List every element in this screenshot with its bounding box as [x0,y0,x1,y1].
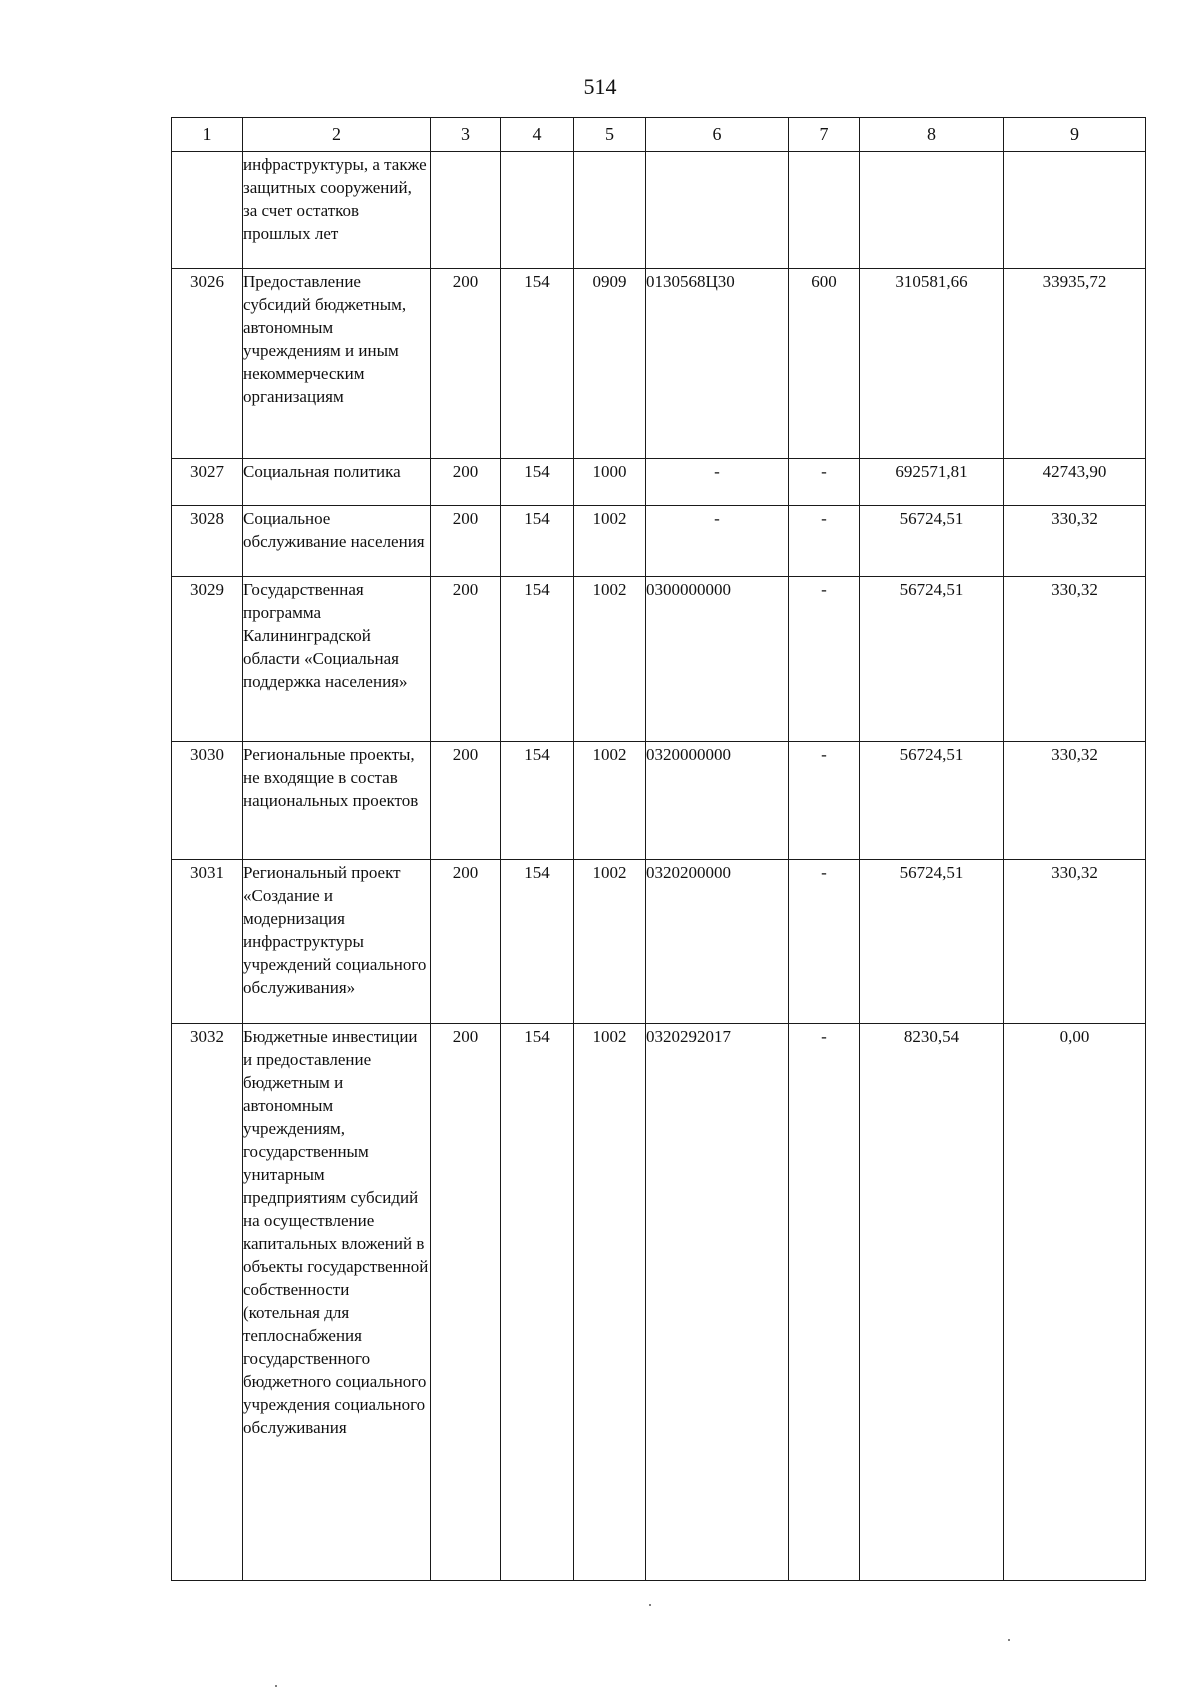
row-name: Региональный проект «Создание и модернизация инфраструктуры учреждений социального обслуживания» [243,860,431,1024]
row-number: 3026 [172,269,243,459]
cell-col7: - [789,459,860,506]
row-name: Государственная программа Калининградской области «Социальная поддержка населения» [243,577,431,742]
row-number: 3030 [172,742,243,860]
table-row [172,577,1146,742]
cell-col3: 200 [431,577,501,742]
col-header-3: 3 [431,118,501,152]
cell-col6: 0130568Ц30 [646,269,789,459]
cell-col7: - [789,577,860,742]
cell-col7: - [789,860,860,1024]
cell-col8: 8230,54 [860,1024,1004,1581]
cell-col7: - [789,1024,860,1581]
scan-speck [649,1604,651,1606]
row-name: Бюджетные инвестиции и предоставление бюджетным и автономным учреждениям, государственным унитарным предприятиям субсидий на осуществление капитальных вложений в объекты государственной собственности (котельная для теплоснабжения государственного бюджетного социального учреждения социального обслуживания [243,1024,431,1581]
cell-col3: 200 [431,506,501,577]
page-number: 514 [583,74,617,99]
table-row [172,742,1146,860]
cell-col8 [860,152,1004,269]
cell-col9: 330,32 [1004,577,1146,742]
col-header-6: 6 [646,118,789,152]
cell-col9 [1004,152,1146,269]
cell-col9: 330,32 [1004,506,1146,577]
cell-col8: 310581,66 [860,269,1004,459]
cell-col3: 200 [431,1024,501,1581]
row-name: Региональные проекты, не входящие в состав национальных проектов [243,742,431,860]
col-header-1: 1 [172,118,243,152]
row-number: 3032 [172,1024,243,1581]
cell-col5: 1000 [574,459,646,506]
cell-col3: 200 [431,269,501,459]
row-number: 3028 [172,506,243,577]
cell-col4: 154 [501,269,574,459]
cell-col9: 330,32 [1004,860,1146,1024]
cell-col6 [646,152,789,269]
scan-speck [1008,1639,1010,1641]
cell-col3: 200 [431,742,501,860]
cell-col4: 154 [501,860,574,1024]
cell-col7: - [789,506,860,577]
cell-col5: 1002 [574,506,646,577]
row-number: 3031 [172,860,243,1024]
table-row [172,860,1146,1024]
col-header-7: 7 [789,118,860,152]
cell-col4 [501,152,574,269]
cell-col9: 42743,90 [1004,459,1146,506]
scan-speck [275,1685,277,1687]
cell-col9: 0,00 [1004,1024,1146,1581]
cell-col4: 154 [501,1024,574,1581]
table-row [172,269,1146,459]
cell-col4: 154 [501,742,574,860]
col-header-4: 4 [501,118,574,152]
cell-col5: 1002 [574,742,646,860]
cell-col3: 200 [431,860,501,1024]
cell-col4: 154 [501,459,574,506]
table-row [172,506,1146,577]
cell-col6: 0320292017 [646,1024,789,1581]
table-row [172,459,1146,506]
cell-col7 [789,152,860,269]
cell-col5 [574,152,646,269]
cell-col7: - [789,742,860,860]
cell-col9: 33935,72 [1004,269,1146,459]
row-name: Социальная политика [243,459,431,506]
col-header-9: 9 [1004,118,1146,152]
row-name: Предоставление субсидий бюджетным, автономным учреждениям и иным некоммерческим организациям [243,269,431,459]
cell-col6: 0320200000 [646,860,789,1024]
row-number [172,152,243,269]
cell-col9: 330,32 [1004,742,1146,860]
col-header-2: 2 [243,118,431,152]
table-row [172,1024,1146,1581]
row-name: Социальное обслуживание населения [243,506,431,577]
cell-col6: - [646,506,789,577]
cell-col5: 1002 [574,577,646,742]
cell-col5: 1002 [574,860,646,1024]
cell-col8: 56724,51 [860,860,1004,1024]
table-row [172,152,1146,269]
header-row [172,118,1146,152]
col-header-8: 8 [860,118,1004,152]
row-number: 3029 [172,577,243,742]
cell-col3: 200 [431,459,501,506]
cell-col6: - [646,459,789,506]
budget-table [171,117,1146,1581]
cell-col3 [431,152,501,269]
row-number: 3027 [172,459,243,506]
row-name: инфраструктуры, а также защитных сооружений, за счет остатков прошлых лет [243,152,431,269]
cell-col5: 1002 [574,1024,646,1581]
cell-col8: 56724,51 [860,506,1004,577]
cell-col8: 56724,51 [860,577,1004,742]
cell-col6: 0300000000 [646,577,789,742]
cell-col8: 692571,81 [860,459,1004,506]
cell-col5: 0909 [574,269,646,459]
cell-col6: 0320000000 [646,742,789,860]
cell-col4: 154 [501,506,574,577]
col-header-5: 5 [574,118,646,152]
cell-col8: 56724,51 [860,742,1004,860]
cell-col4: 154 [501,577,574,742]
cell-col7: 600 [789,269,860,459]
